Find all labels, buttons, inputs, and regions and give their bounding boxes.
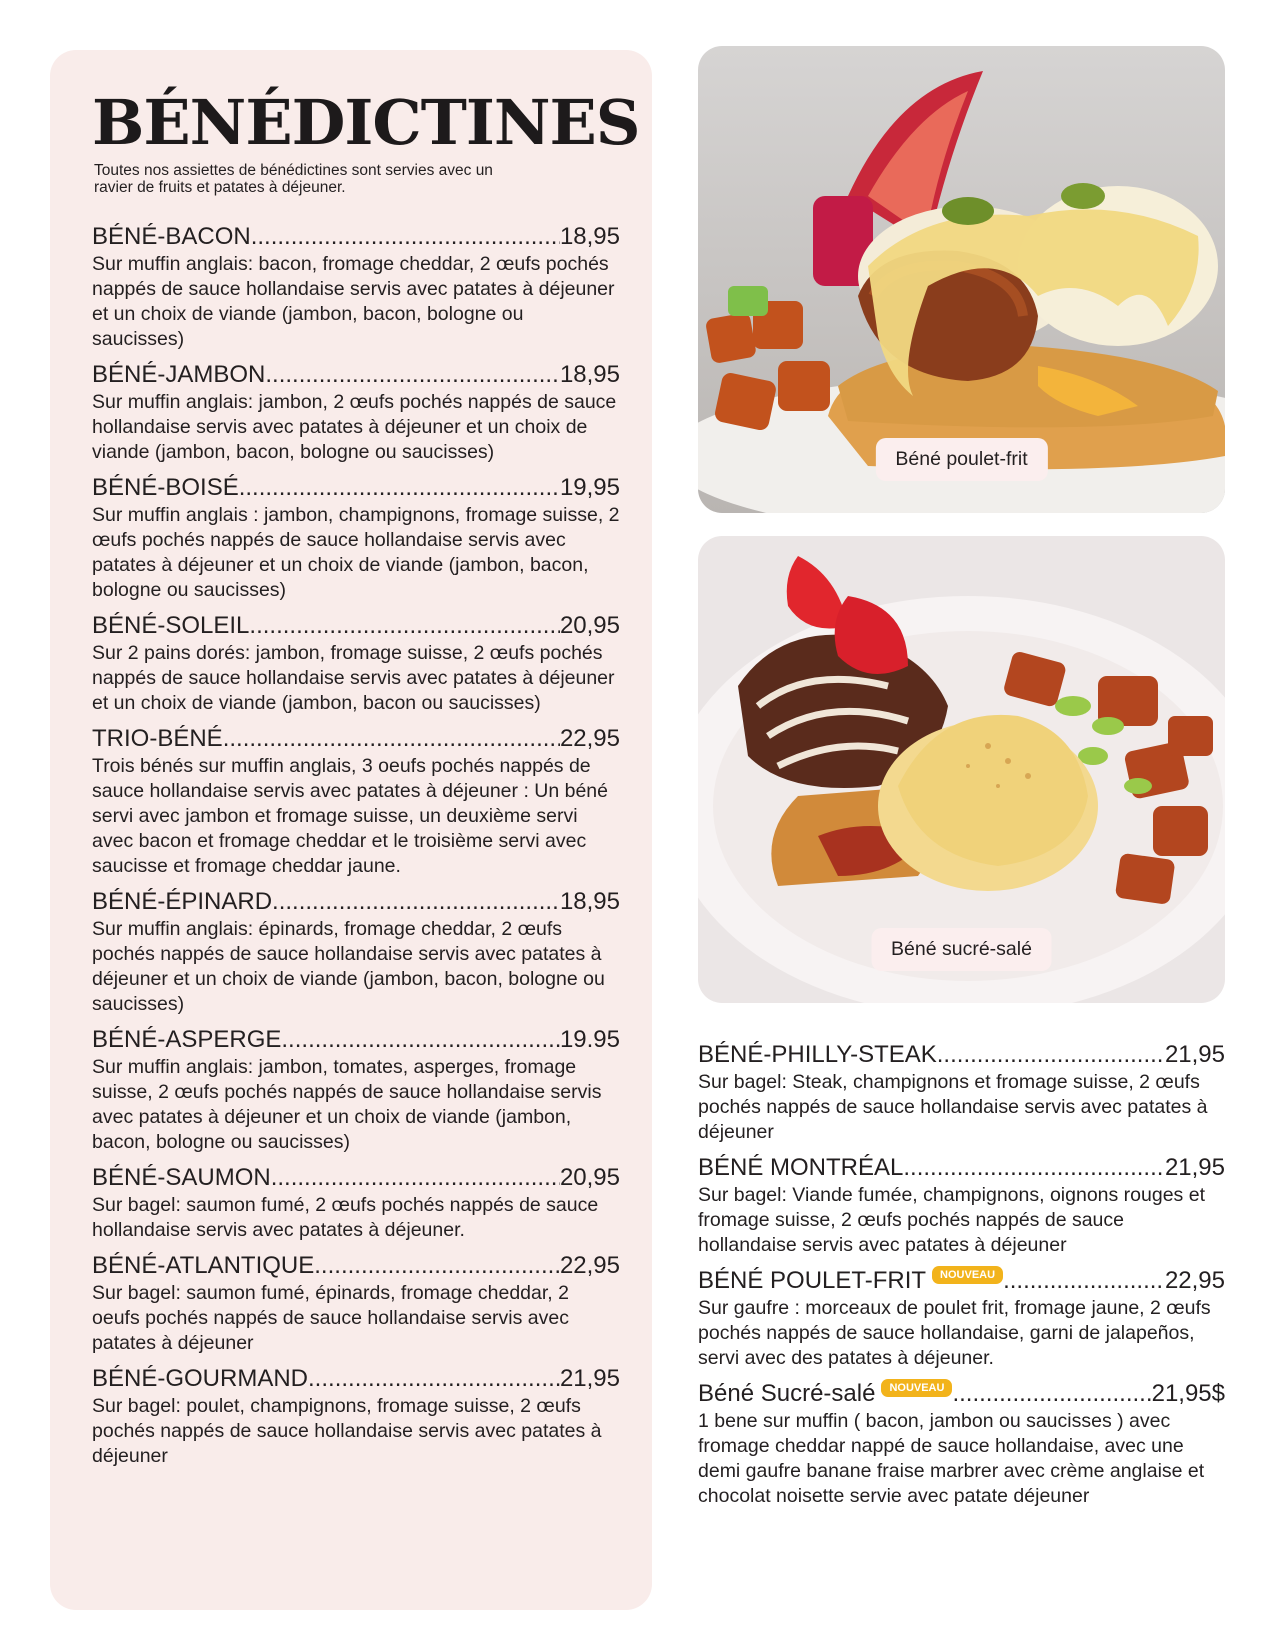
item-name: BÉNÉ POULET-FRIT (698, 1267, 927, 1294)
item-price: 18,95 (559, 223, 620, 250)
item-price: 21,95 (1164, 1154, 1225, 1181)
photo-caption: Béné poulet-frit (875, 438, 1047, 481)
item-name: BÉNÉ-ASPERGE (92, 1026, 282, 1053)
item-name: BÉNÉ-BACON (92, 223, 251, 250)
photo-caption: Béné sucré-salé (871, 928, 1052, 971)
menu-list-right (698, 1040, 1225, 1517)
new-badge: NOUVEAU (881, 1379, 952, 1397)
item-description: Sur muffin anglais : jambon, champignons, fromage suisse, 2 œufs pochés nappés de sauce hollandaise servis avec patates à déjeuner et un choix de viande (jambon, bacon, bologne ou saucisses) (92, 504, 620, 601)
dot-leader (265, 360, 560, 390)
menu-item (92, 887, 620, 1017)
dot-leader (314, 1251, 560, 1281)
item-name: BÉNÉ MONTRÉAL (698, 1154, 904, 1181)
benedictines-panel (50, 50, 652, 1610)
dot-leader (251, 222, 560, 252)
item-price: 22,95 (559, 1252, 620, 1279)
dot-leader (271, 1163, 560, 1193)
item-price: 21,95 (559, 1365, 620, 1392)
menu-item (92, 222, 620, 352)
item-name: TRIO-BÉNÉ (92, 725, 223, 752)
menu-item (92, 1251, 620, 1356)
item-description: Sur muffin anglais: épinards, fromage cheddar, 2 œufs pochés nappés de sauce hollandaise servis avec patates à déjeuner et un choix de viande (jambon, bacon, bologne ou saucisses) (92, 918, 605, 1015)
item-price: 20,95 (559, 612, 620, 639)
item-description: Sur muffin anglais: jambon, tomates, asperges, fromage suisse, 2 œufs pochés nappés de sauce hollandaise servis avec patates à déjeuner et un choix de viande (jambon, bacon, bologne ou saucisses) (92, 1056, 602, 1153)
item-name: BÉNÉ-ATLANTIQUE (92, 1252, 315, 1279)
dot-leader (903, 1153, 1165, 1183)
item-price: 18,95 (559, 361, 620, 388)
dot-leader (249, 611, 560, 641)
item-description: Sur 2 pains dorés: jambon, fromage suisse, 2 œufs pochés nappés de sauce hollandaise servis avec patates à déjeuner et un choix de viande (jambon, bacon ou saucisses) (92, 642, 615, 714)
item-description: Sur gaufre : morceaux de poulet frit, fromage jaune, 2 œufs pochés nappés de sauce hollandaise, garni de jalapeños, servi avec des patates à déjeuner. (698, 1297, 1211, 1369)
item-price: 18,95 (559, 888, 620, 915)
dot-leader (281, 1025, 560, 1055)
photo-bene-sucre-sale (698, 536, 1225, 1003)
item-description: Sur bagel: Steak, champignons et fromage suisse, 2 œufs pochés nappés de sauce hollandaise servis avec patates à déjeuner (698, 1071, 1208, 1143)
menu-item (92, 360, 620, 465)
item-name: BÉNÉ-SAUMON (92, 1164, 271, 1191)
item-price: 22,95 (1164, 1267, 1225, 1294)
item-description: Sur bagel: saumon fumé, 2 œufs pochés nappés de sauce hollandaise servis avec patates à déjeuner. (92, 1194, 599, 1241)
menu-item (92, 611, 620, 716)
intro-text: Toutes nos assiettes de bénédictines sont servies avec un ravier de fruits et patates à déjeuner. (94, 162, 493, 196)
item-price: 20,95 (559, 1164, 620, 1191)
page-title: BÉNÉDICTINES (92, 86, 640, 159)
menu-item (92, 1025, 620, 1155)
item-name: BÉNÉ-SOLEIL (92, 612, 250, 639)
menu-item (698, 1040, 1225, 1145)
item-name: BÉNÉ-JAMBON (92, 361, 266, 388)
dot-leader (308, 1364, 560, 1394)
dot-leader (952, 1379, 1151, 1409)
item-description: Sur muffin anglais: jambon, 2 œufs pochés nappés de sauce hollandaise servis avec patates à déjeuner et un choix de viande (jambon, bacon, bologne ou saucisses) (92, 391, 617, 463)
menu-item (92, 1364, 620, 1469)
item-name: BÉNÉ-BOISÉ (92, 474, 239, 501)
item-name: BÉNÉ-ÉPINARD (92, 888, 273, 915)
item-price: 19.95 (559, 1026, 620, 1053)
menu-item (92, 724, 620, 879)
item-price: 22,95 (559, 725, 620, 752)
new-badge: NOUVEAU (932, 1266, 1003, 1284)
item-description: Sur bagel: Viande fumée, champignons, oignons rouges et fromage suisse, 2 œufs pochés nappés de sauce hollandaise servis avec patates à déjeuner (698, 1184, 1205, 1256)
item-description: Sur bagel: poulet, champignons, fromage suisse, 2 œufs pochés nappés de sauce hollandaise servis avec patates à déjeuner (92, 1395, 602, 1467)
item-name: Béné Sucré-salé (698, 1380, 876, 1407)
dot-leader (272, 887, 560, 917)
item-description: Sur muffin anglais: bacon, fromage cheddar, 2 œufs pochés nappés de sauce hollandaise servis avec patates à déjeuner et un choix de viande (jambon, bacon, bologne ou saucisses) (92, 253, 615, 350)
menu-item (92, 1163, 620, 1243)
item-price: 19,95 (559, 474, 620, 501)
menu-item (698, 1266, 1225, 1371)
item-name: BÉNÉ-PHILLY-STEAK (698, 1041, 937, 1068)
item-name: BÉNÉ-GOURMAND (92, 1365, 309, 1392)
item-description: 1 bene sur muffin ( bacon, jambon ou saucisses ) avec fromage cheddar nappé de sauce hollandaise, avec une demi gaufre banane fraise marbrer avec crème anglaise et chocolat noisette servie avec patate déjeuner (698, 1410, 1205, 1507)
dot-leader (937, 1040, 1165, 1070)
menu-list-left (92, 222, 620, 1477)
item-price: 21,95$ (1151, 1380, 1225, 1407)
menu-item (698, 1153, 1225, 1258)
item-description: Trois bénés sur muffin anglais, 3 oeufs pochés nappés de sauce hollandaise servis avec patates à déjeuner : Un béné servi avec jambon et fromage suisse, un deuxième servi avec bacon et fromage cheddar et le troisième servi avec saucisse et fromage cheddar jaune. (92, 755, 608, 877)
menu-item (92, 473, 620, 603)
item-description: Sur bagel: saumon fumé, épinards, fromage cheddar, 2 oeufs pochés nappés de sauce hollandaise servis avec patates à déjeuner (92, 1282, 569, 1354)
menu-item (698, 1379, 1225, 1509)
item-price: 21,95 (1164, 1041, 1225, 1068)
photo-bene-poulet-frit (698, 46, 1225, 513)
dot-leader (239, 473, 560, 503)
dot-leader (223, 724, 560, 754)
dot-leader (1003, 1266, 1165, 1296)
